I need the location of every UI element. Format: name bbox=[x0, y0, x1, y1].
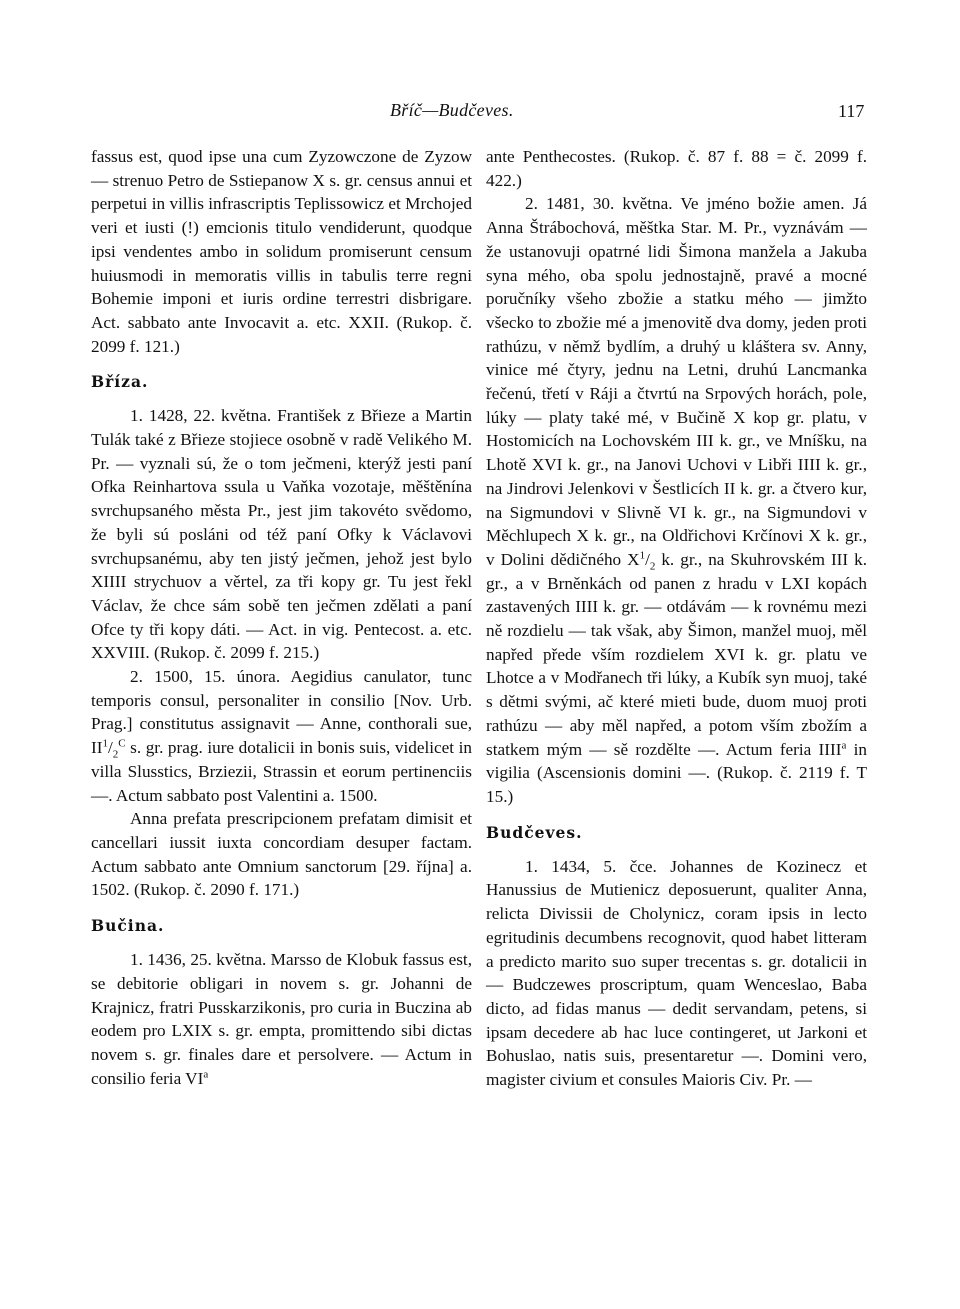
fraction-slash: / bbox=[645, 549, 650, 569]
text-fragment: 2. 1500, 15. února. Aegidius canulator, tunc temporis consul, personaliter in consilio [Nov. Urb. Prag.] constitutus assignavit — Anne, conthorali sue, II bbox=[91, 667, 472, 758]
left-column bbox=[91, 145, 472, 1090]
right-column bbox=[486, 145, 867, 1092]
paragraph-continuation: ante Penthecostes. (Rukop. č. 87 f. 88 = č. 2099 f. 422.) bbox=[486, 147, 867, 190]
superscript: C bbox=[118, 737, 126, 750]
section-heading-briza: Bříza. bbox=[91, 372, 149, 392]
paragraph-briza-2-continuation: Anna prefata prescripcionem prefatam dimisit et cancellari iussit iuxta concordiam desuper factam. Actum sabbato ante Omnium sanctorum [29. října] a. 1502. (Rukop. č. 2090 f. 171.) bbox=[91, 809, 472, 900]
subscript: 2 bbox=[112, 748, 119, 761]
paragraph-budceves-1: 1. 1434, 5. čce. Johannes de Kozinecz et Hanussius de Mutienicz deposuerunt, qualiter Anna, relicta Divissii de Cholynicz, coram ipsis in lecto egritudinis decumbens recognovit, quod habet litteram a predicto marito suo super trecentas s. gr. dotalicii in — Budczewes proscriptum, quam Wenceslao, Baba dicto, ad fidas manus — dedit servandam, petens, si ipsam decedere ab hac luce contingeret, ut Jarkoni et Bohuslao, natis suis, presentaretur —. Domini vero, magister civium et consules Maioris Civ. Pr. — bbox=[486, 856, 867, 1090]
superscript: a bbox=[841, 738, 847, 751]
superscript: 1 bbox=[639, 549, 646, 562]
text-fragment: s. gr. prag. iure dotalicii in bonis suis, videlicet in villa Slusstics, Brziezii, Strassin et eorum pertinenciis —. Actum sabbato post Valentini a. 1500. bbox=[91, 738, 472, 805]
text-fragment: in vigilia (Ascensionis domini —. (Rukop. č. 2119 f. T 15.) bbox=[486, 739, 867, 806]
paragraph-bucina-2 bbox=[486, 192, 867, 808]
paragraph-briza-2 bbox=[91, 665, 472, 807]
paragraph-bucina-1 bbox=[91, 948, 472, 1090]
superscript: a bbox=[203, 1067, 209, 1080]
fraction-slash: / bbox=[107, 738, 113, 758]
section-heading-bucina: Bučina. bbox=[91, 916, 165, 936]
text-fragment: k. gr., na Skuhrovském III k. gr., a v Brněnkách od panen z hradu v LXI kopách zastavených IIII k. gr. — otdávám — k rovnému mezi ně rozdielu — tak však, aby Šimon, manžel muoj, měl napřed přede vším rozdielem XVI k. gr. platu ve Lhotce a v Modřanech tři lúky, a Kubík syn muoj, také s dětmi svými, ač které mieti bude, duom muoj proti rathúzu — aby měl napřed, a potom vším zbožím a statkem mým — sě rozdělte —. Actum feria IIII bbox=[486, 549, 868, 759]
running-head: Bříč—Budčeves. bbox=[390, 100, 514, 120]
section-heading-budceves: Budčeves. bbox=[486, 822, 583, 842]
paragraph-intro: fassus est, quod ipse una cum Zyzowczone de Zyzow — strenuo Petro de Sstiepanow X s. gr. census annui et perpetui in villis infrascriptis Teplissowicz et Mrchojed veri et iusti (!) emcionis titulo vendiderunt, quodque ipsi vendentes ambo in solidum promiserunt censum huiusmodi in memoratis villis in tabulis terre regni Bohemie imponi et iuris ordine terrestri disbrigare. Act. sabbato ante Invocavit a. etc. XXII. (Rukop. č. 2099 f. 121.) bbox=[91, 147, 472, 356]
page-number: 117 bbox=[838, 101, 865, 121]
paragraph-briza-1: 1. 1428, 22. května. František z Břieze a Martin Tulák také z Břieze stojiece osobně v radě Velikého M. Pr. — vyznali sú, že o tom ječmeni, kterýž jesti paní Ofka Reinhartova ssula u Vaňka vozotaje, měštěnína svrchupsaného města Pr., jest jim takovéto svědomo, že byli sú posláni od též paní Ofky k Václavovi svrchupsanému, aby ten jistý ječmen, jehož jest bylo XIIII strychuov a věrtel, za tři kopy gr. Tu jest řekl Václav, že chce sám sobě ten ječmen zdělati a paní Ofce ty tři kopy dáti. — Act. in vig. Pentecost. a. etc. XXVIII. (Rukop. č. 2099 f. 215.) bbox=[91, 406, 472, 663]
subscript: 2 bbox=[649, 560, 656, 573]
text-fragment: 1. 1436, 25. května. Marsso de Klobuk fassus est, se debitorie obligari in novem s. gr. Johanni de Krajnicz, fratri Pusskarzikonis, pro curia in Buczina ab eodem pro LXIX s. gr. empta, promittendo sibi dictas novem s. gr. finales dare et persolvere. — Actum in consilio feria VI bbox=[91, 950, 472, 1088]
superscript: 1 bbox=[102, 737, 108, 750]
text-fragment: 2. 1481, 30. května. Ve jméno božie amen. Já Anna Štrábochová, měštka Star. M. Pr., vyznávám — že ustanovuji opatrné lidi Šimona manžela a Jakuba syna mého, oba spolu jednostajně, pravé a mocné poručníky všeho zbožie a statku mého — jimžto všecko to zbožie mé a jmenovitě dva domy, jeden proti rathúzu, v němž bydlím, a druhý u kláštera sv. Anny, vinice mé čtyry, jednu na Letni, druhú Lancmanka řečenú, třetí v Ráji a čtvrtú na Srpových horách, pole, lúky — platy také mé, v Bučině X kop gr. platu, v Hostomicích na Lochovském III k. gr., ve Mníšku, na Lhotě XVI k. gr., na Janovi Uchovi v Libři IIII k. gr., na Jindrovi Jelenkovi v Šestlicích II k. gr. a čtvero kur, na Sigmundovi v Slivně VI k. gr., na Sigmundovi v Měchlupech X k. gr., na Oldřichovi Krčínovi X k. gr., v Dolini dědičného X bbox=[486, 194, 867, 569]
